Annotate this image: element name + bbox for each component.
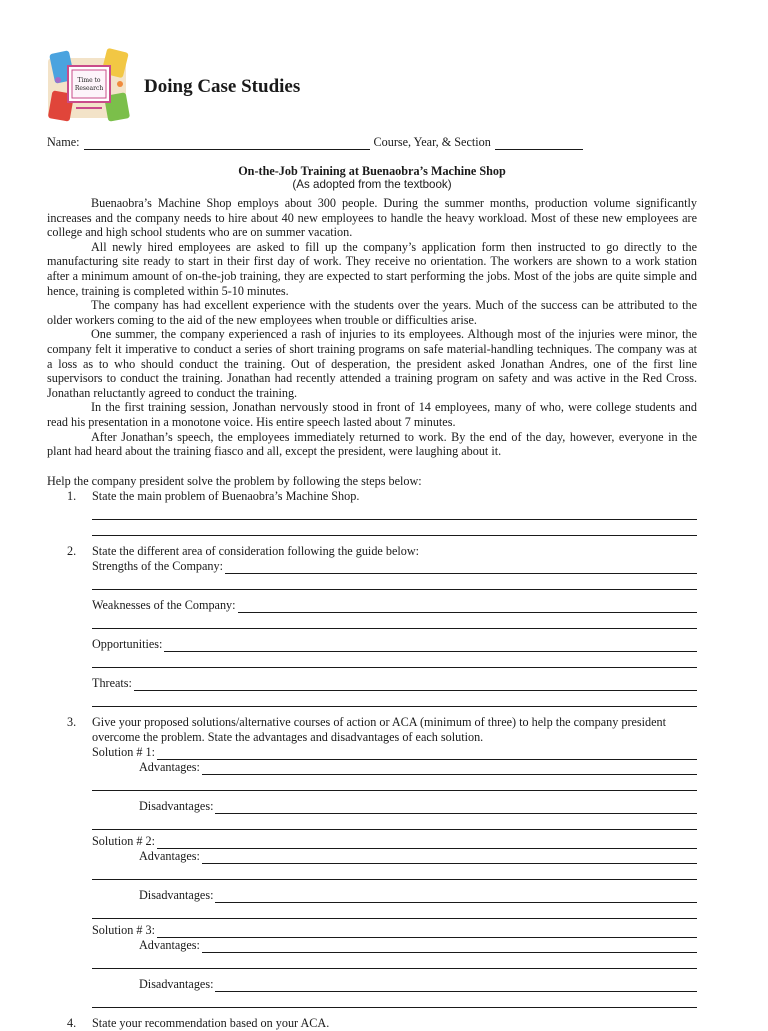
question-text: State the different area of consideration following the guide below: <box>92 543 420 558</box>
answer-line[interactable] <box>92 520 697 536</box>
solution-2-label: Solution # 2: <box>92 833 155 848</box>
answer-line[interactable] <box>92 613 697 629</box>
disadvantages-label: Disadvantages: <box>139 798 214 813</box>
colorful-notebook-logo-icon <box>46 48 132 126</box>
solution-2-field[interactable] <box>92 834 697 849</box>
question-text: State the main problem of Buenaobra’s Machine Shop. <box>92 488 360 503</box>
case-title: On-the-Job Training at Buenaobra’s Machine Shop <box>238 164 506 178</box>
question-text: State your recommendation based on your ACA. <box>92 1015 330 1030</box>
svg-text:Time to: Time to <box>77 77 101 84</box>
question-number: 4. <box>67 1015 77 1030</box>
answer-line[interactable] <box>92 992 697 1008</box>
solution-3-label: Solution # 3: <box>92 922 155 937</box>
opportunities-label: Opportunities: <box>92 636 163 651</box>
question-number: 3. <box>67 714 77 729</box>
case-paragraph: All newly hired employees are asked to fill up the company’s application form then instructed to go directly to the manufacturing site ready to start in their first day of work. They receive no orientation. The workers are shown to a work station after a minimum amount of on-the-job training, they are expected to start performing the jobs. Most of the jobs are quite simple and hence, training is completed within 5-10 minutes. <box>47 239 697 298</box>
strengths-label: Strengths of the Company: <box>92 558 224 573</box>
case-paragraph: After Jonathan’s speech, the employees immediately returned to work. By the end of the day, however, everyone in the plant had heard about the training fiasco and all, except the president, were laughing about it. <box>47 429 697 459</box>
case-paragraph: One summer, the company experienced a rash of injuries to its employees. Although most of the injuries were minor, the company felt it imperative to conduct a series of short training programs on safe material-handling techniques. The company was at a loss as to who should conduct the training. Out of desperation, the president asked Jonathan Andres, one of the first line supervisors to conduct the training. Jonathan had recently attended a training program on safety and was active in the Red Cross. Jonathan reluctantly agreed to conduct the training. <box>47 327 697 400</box>
question-1 <box>47 489 697 504</box>
case-paragraph: In the first training session, Jonathan nervously stood in front of 14 employees, many of who, were college students and read his presentation in a monotone voice. His entire speech lasted about 7 minutes. <box>47 400 697 429</box>
advantages-label: Advantages: <box>139 848 200 863</box>
question-number: 1. <box>67 488 77 503</box>
answer-line[interactable] <box>92 652 697 668</box>
threats-label: Threats: <box>92 675 132 690</box>
case-paragraph: Buenaobra’s Machine Shop employs about 300 people. During the summer months, production volume significantly increases and the company needs to hire about 40 new employees to handle the heavy workload. Most of these new employees are college and high school students who are on summer vacation. <box>47 196 697 240</box>
course-field[interactable] <box>495 138 583 150</box>
question-text: Give your proposed solutions/alternative courses of action or ACA (minimum of three) to help the company president overcome the problem. State the advantages and disadvantages of each solution. <box>92 714 667 744</box>
name-field[interactable] <box>84 138 370 150</box>
case-paragraph: The company has had excellent experience with the students over the years. Much of the success can be attributed to the older workers coming to the aid of the new employees when trouble or difficulties arise. <box>47 298 697 327</box>
solution-1-field[interactable] <box>92 745 697 760</box>
disadvantages-field[interactable] <box>139 799 697 814</box>
advantages-label: Advantages: <box>139 759 200 774</box>
disadvantages-label: Disadvantages: <box>139 887 214 902</box>
instructions: Help the company president solve the problem by following the steps below: <box>47 473 422 488</box>
answer-line[interactable] <box>92 953 697 969</box>
question-4 <box>47 1016 697 1031</box>
disadvantages-field[interactable] <box>139 977 697 992</box>
disadvantages-field[interactable] <box>139 888 697 903</box>
advantages-field[interactable] <box>139 760 697 775</box>
question-3 <box>47 715 697 745</box>
weaknesses-field[interactable] <box>92 598 697 613</box>
answer-line[interactable] <box>92 504 697 520</box>
solution-3-field[interactable] <box>92 923 697 938</box>
case-text <box>47 196 697 459</box>
answer-line[interactable] <box>92 903 697 919</box>
worksheet-body <box>47 134 697 1031</box>
svg-text:Research: Research <box>74 85 104 92</box>
weaknesses-label: Weaknesses of the Company: <box>92 597 236 612</box>
page-title: Doing Case Studies <box>144 76 301 97</box>
answer-line[interactable] <box>92 574 697 590</box>
case-subtitle: (As adopted from the textbook) <box>292 178 452 191</box>
advantages-field[interactable] <box>139 849 697 864</box>
answer-line[interactable] <box>92 691 697 707</box>
name-label: Name: <box>47 135 80 149</box>
question-number: 2. <box>67 543 77 558</box>
question-2 <box>47 544 697 559</box>
disadvantages-label: Disadvantages: <box>139 976 214 991</box>
name-course-row <box>47 134 697 150</box>
advantages-field[interactable] <box>139 938 697 953</box>
answer-line[interactable] <box>92 814 697 830</box>
answer-line[interactable] <box>92 775 697 791</box>
answer-line[interactable] <box>92 864 697 880</box>
threats-field[interactable] <box>92 676 697 691</box>
course-label: Course, Year, & Section <box>373 135 491 149</box>
strengths-field[interactable] <box>92 559 697 574</box>
opportunities-field[interactable] <box>92 637 697 652</box>
advantages-label: Advantages: <box>139 937 200 952</box>
solution-1-label: Solution # 1: <box>92 744 155 759</box>
